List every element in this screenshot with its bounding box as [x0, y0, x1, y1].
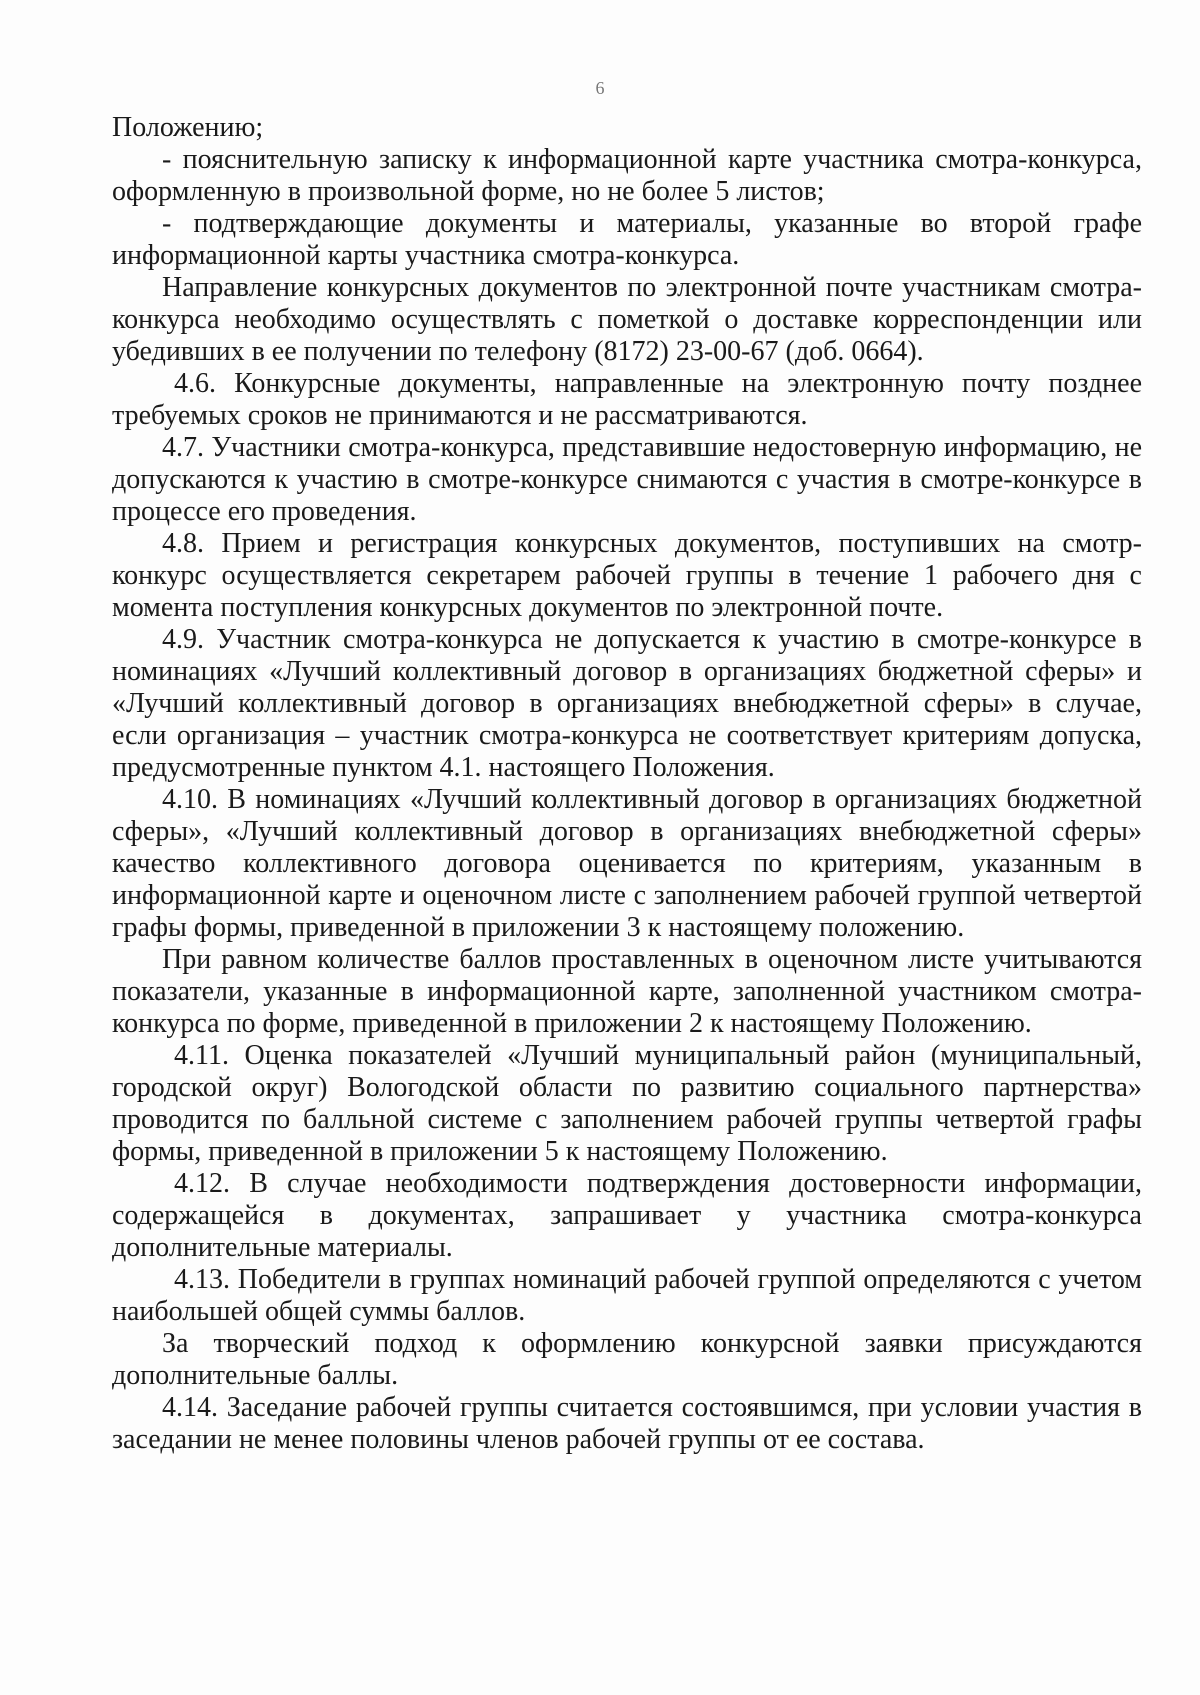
paragraph: 4.14. Заседание рабочей группы считается состоявшимся, при условии участия в заседании не менее половины членов рабочей группы от ее состава.: [112, 1392, 1142, 1455]
document-body: [112, 112, 1142, 1456]
paragraph: - подтверждающие документы и материалы, указанные во второй графе информационной карты участника смотра-конкурса.: [112, 208, 1142, 271]
page-number: 6: [595, 78, 605, 98]
paragraph: 4.10. В номинациях «Лучший коллективный договор в организациях бюджетной сферы», «Лучший коллективный договор в организациях внебюджетной сферы» качество коллективного договора оценивается по критериям, указанным в информационной карте и оценочном листе с заполнением рабочей группой четвертой графы формы, приведенной в приложении 3 к настоящему положению.: [112, 784, 1142, 943]
paragraph: За творческий подход к оформлению конкурсной заявки присуждаются дополнительные баллы.: [112, 1328, 1142, 1391]
paragraph: 4.12. В случае необходимости подтверждения достоверности информации, содержащейся в документах, запрашивает у участника смотра-конкурса дополнительные материалы.: [112, 1168, 1142, 1263]
paragraph: 4.9. Участник смотра-конкурса не допускается к участию в смотре-конкурсе в номинациях «Лучший коллективный договор в организациях бюджетной сферы» и «Лучший коллективный договор в организациях внебюджетной сферы» в случае, если организация – участник смотра-конкурса не соответствует критериям допуска, предусмотренные пунктом 4.1. настоящего Положения.: [112, 624, 1142, 783]
paragraph: - пояснительную записку к информационной карте участника смотра-конкурса, оформленную в произвольной форме, но не более 5 листов;: [112, 144, 1142, 207]
paragraph: 4.8. Прием и регистрация конкурсных документов, поступивших на смотр-конкурс осуществляется секретарем рабочей группы в течение 1 рабочего дня с момента поступления конкурсных документов по электронной почте.: [112, 528, 1142, 623]
paragraph: 4.11. Оценка показателей «Лучший муниципальный район (муниципальный, городской округ) Вологодской области по развитию социального партнерства» проводится по балльной системе с заполнением рабочей группы четвертой графы формы, приведенной в приложении 5 к настоящему Положению.: [112, 1040, 1142, 1167]
paragraph: Положению;: [112, 112, 264, 143]
paragraph: Направление конкурсных документов по электронной почте участникам смотра-конкурса необходимо осуществлять с пометкой о доставке корреспонденции или убедивших в ее получении по телефону (8172) 23-00-67 (доб. 0664).: [112, 272, 1142, 367]
paragraph: 4.13. Победители в группах номинаций рабочей группой определяются с учетом наибольшей общей суммы баллов.: [112, 1264, 1142, 1327]
paragraph: 4.6. Конкурсные документы, направленные на электронную почту позднее требуемых сроков не принимаются и не рассматриваются.: [112, 368, 1142, 431]
paragraph: 4.7. Участники смотра-конкурса, представившие недостоверную информацию, не допускаются к участию в смотре-конкурсе снимаются с участия в смотре-конкурсе в процессе его проведения.: [112, 432, 1142, 527]
paragraph: При равном количестве баллов проставленных в оценочном листе учитываются показатели, указанные в информационной карте, заполненной участником смотра-конкурса по форме, приведенной в приложении 2 к настоящему Положению.: [112, 944, 1142, 1039]
